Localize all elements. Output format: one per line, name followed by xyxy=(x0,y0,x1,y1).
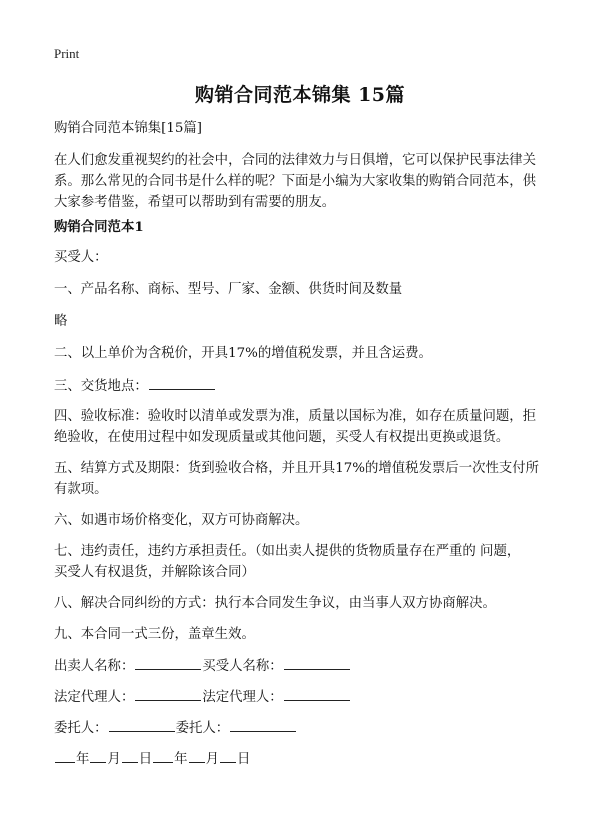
clause-two: 二、以上单价为含税价，开具17%的增值税发票，并且含运费。 xyxy=(54,346,432,361)
year-label: 年 xyxy=(174,752,188,767)
intro-line: 大家参考借鉴，希望可以帮助到有需要的朋友。 xyxy=(54,195,336,210)
seller-legal-rep-label: 法定代理人： xyxy=(54,690,135,705)
seller-agent-blank[interactable] xyxy=(109,717,175,732)
page-title: 购销合同范本锦集 15篇 xyxy=(194,84,406,106)
clause-omitted: 略 xyxy=(54,314,68,329)
clause-nine: 九、本合同一式三份，盖章生效。 xyxy=(54,627,255,642)
buyer-name-label: 买受人名称： xyxy=(202,659,283,674)
seller-name-label: 出卖人名称： xyxy=(54,659,135,674)
clause-six: 六、如遇市场价格变化，双方可协商解决。 xyxy=(54,513,309,528)
subtitle: 购销合同范本锦集[15篇] xyxy=(54,121,203,136)
month-label: 月 xyxy=(205,752,219,767)
signature-row-agent xyxy=(54,717,554,740)
signature-row-names xyxy=(54,655,554,678)
seller-name-blank[interactable] xyxy=(135,655,201,670)
clause-seven-line: 买受人有权退货，并解除该合同） xyxy=(54,565,255,580)
seller-day-blank[interactable] xyxy=(122,748,138,763)
clause-four-line: 四、验收标准：验收时以清单或发票为准，质量以国标为准，如存在质量问题，拒 xyxy=(54,409,537,424)
month-label: 月 xyxy=(107,752,121,767)
buyer-label: 买受人： xyxy=(54,250,108,265)
clause-eight: 八、解决合同纠纷的方式：执行本合同发生争议，由当事人双方协商解决。 xyxy=(54,596,496,611)
clause-three-text: 三、交货地点： xyxy=(54,379,148,394)
buyer-agent-label: 委托人： xyxy=(175,721,230,736)
year-label: 年 xyxy=(76,752,90,767)
buyer-month-blank[interactable] xyxy=(189,748,205,763)
day-label: 日 xyxy=(138,752,153,767)
print-link[interactable]: Print xyxy=(54,46,80,61)
buyer-name-blank[interactable] xyxy=(284,655,350,670)
signature-row-date xyxy=(54,748,554,771)
signature-row-legal-rep xyxy=(54,686,554,709)
seller-agent-label: 委托人： xyxy=(54,721,108,736)
buyer-agent-blank[interactable] xyxy=(230,717,296,732)
buyer-legal-rep-blank[interactable] xyxy=(284,686,350,701)
seller-year-blank[interactable] xyxy=(55,748,75,763)
buyer-legal-rep-label: 法定代理人： xyxy=(202,690,283,705)
clause-four-line: 绝验收，在使用过程中如发现质量或其他问题，买受人有权提出更换或退货。 xyxy=(54,430,510,445)
section-heading: 购销合同范本1 xyxy=(54,219,144,235)
buyer-year-blank[interactable] xyxy=(153,748,173,763)
delivery-location-blank[interactable] xyxy=(149,375,215,390)
seller-month-blank[interactable] xyxy=(90,748,106,763)
clause-one: 一、产品名称、商标、型号、厂家、金额、供货时间及数量 xyxy=(54,282,403,297)
clause-five-line: 五、结算方式及期限：货到验收合格，并且开具17%的增值税发票后一次性支付所 xyxy=(54,461,540,476)
clause-three xyxy=(54,375,554,398)
intro-line: 在人们愈发重视契约的社会中，合同的法律效力与日俱增，它可以保护民事法律关 xyxy=(54,153,537,168)
intro-line: 系。那么常见的合同书是什么样的呢？下面是小编为大家收集的购销合同范本，供 xyxy=(54,174,537,189)
clause-five-line: 有款项。 xyxy=(54,482,108,497)
clause-seven-line: 七、违约责任，违约方承担责任。（如出卖人提供的货物质量存在严重的 问题， xyxy=(54,544,521,559)
seller-legal-rep-blank[interactable] xyxy=(135,686,201,701)
day-label: 日 xyxy=(236,752,251,767)
buyer-day-blank[interactable] xyxy=(220,748,236,763)
